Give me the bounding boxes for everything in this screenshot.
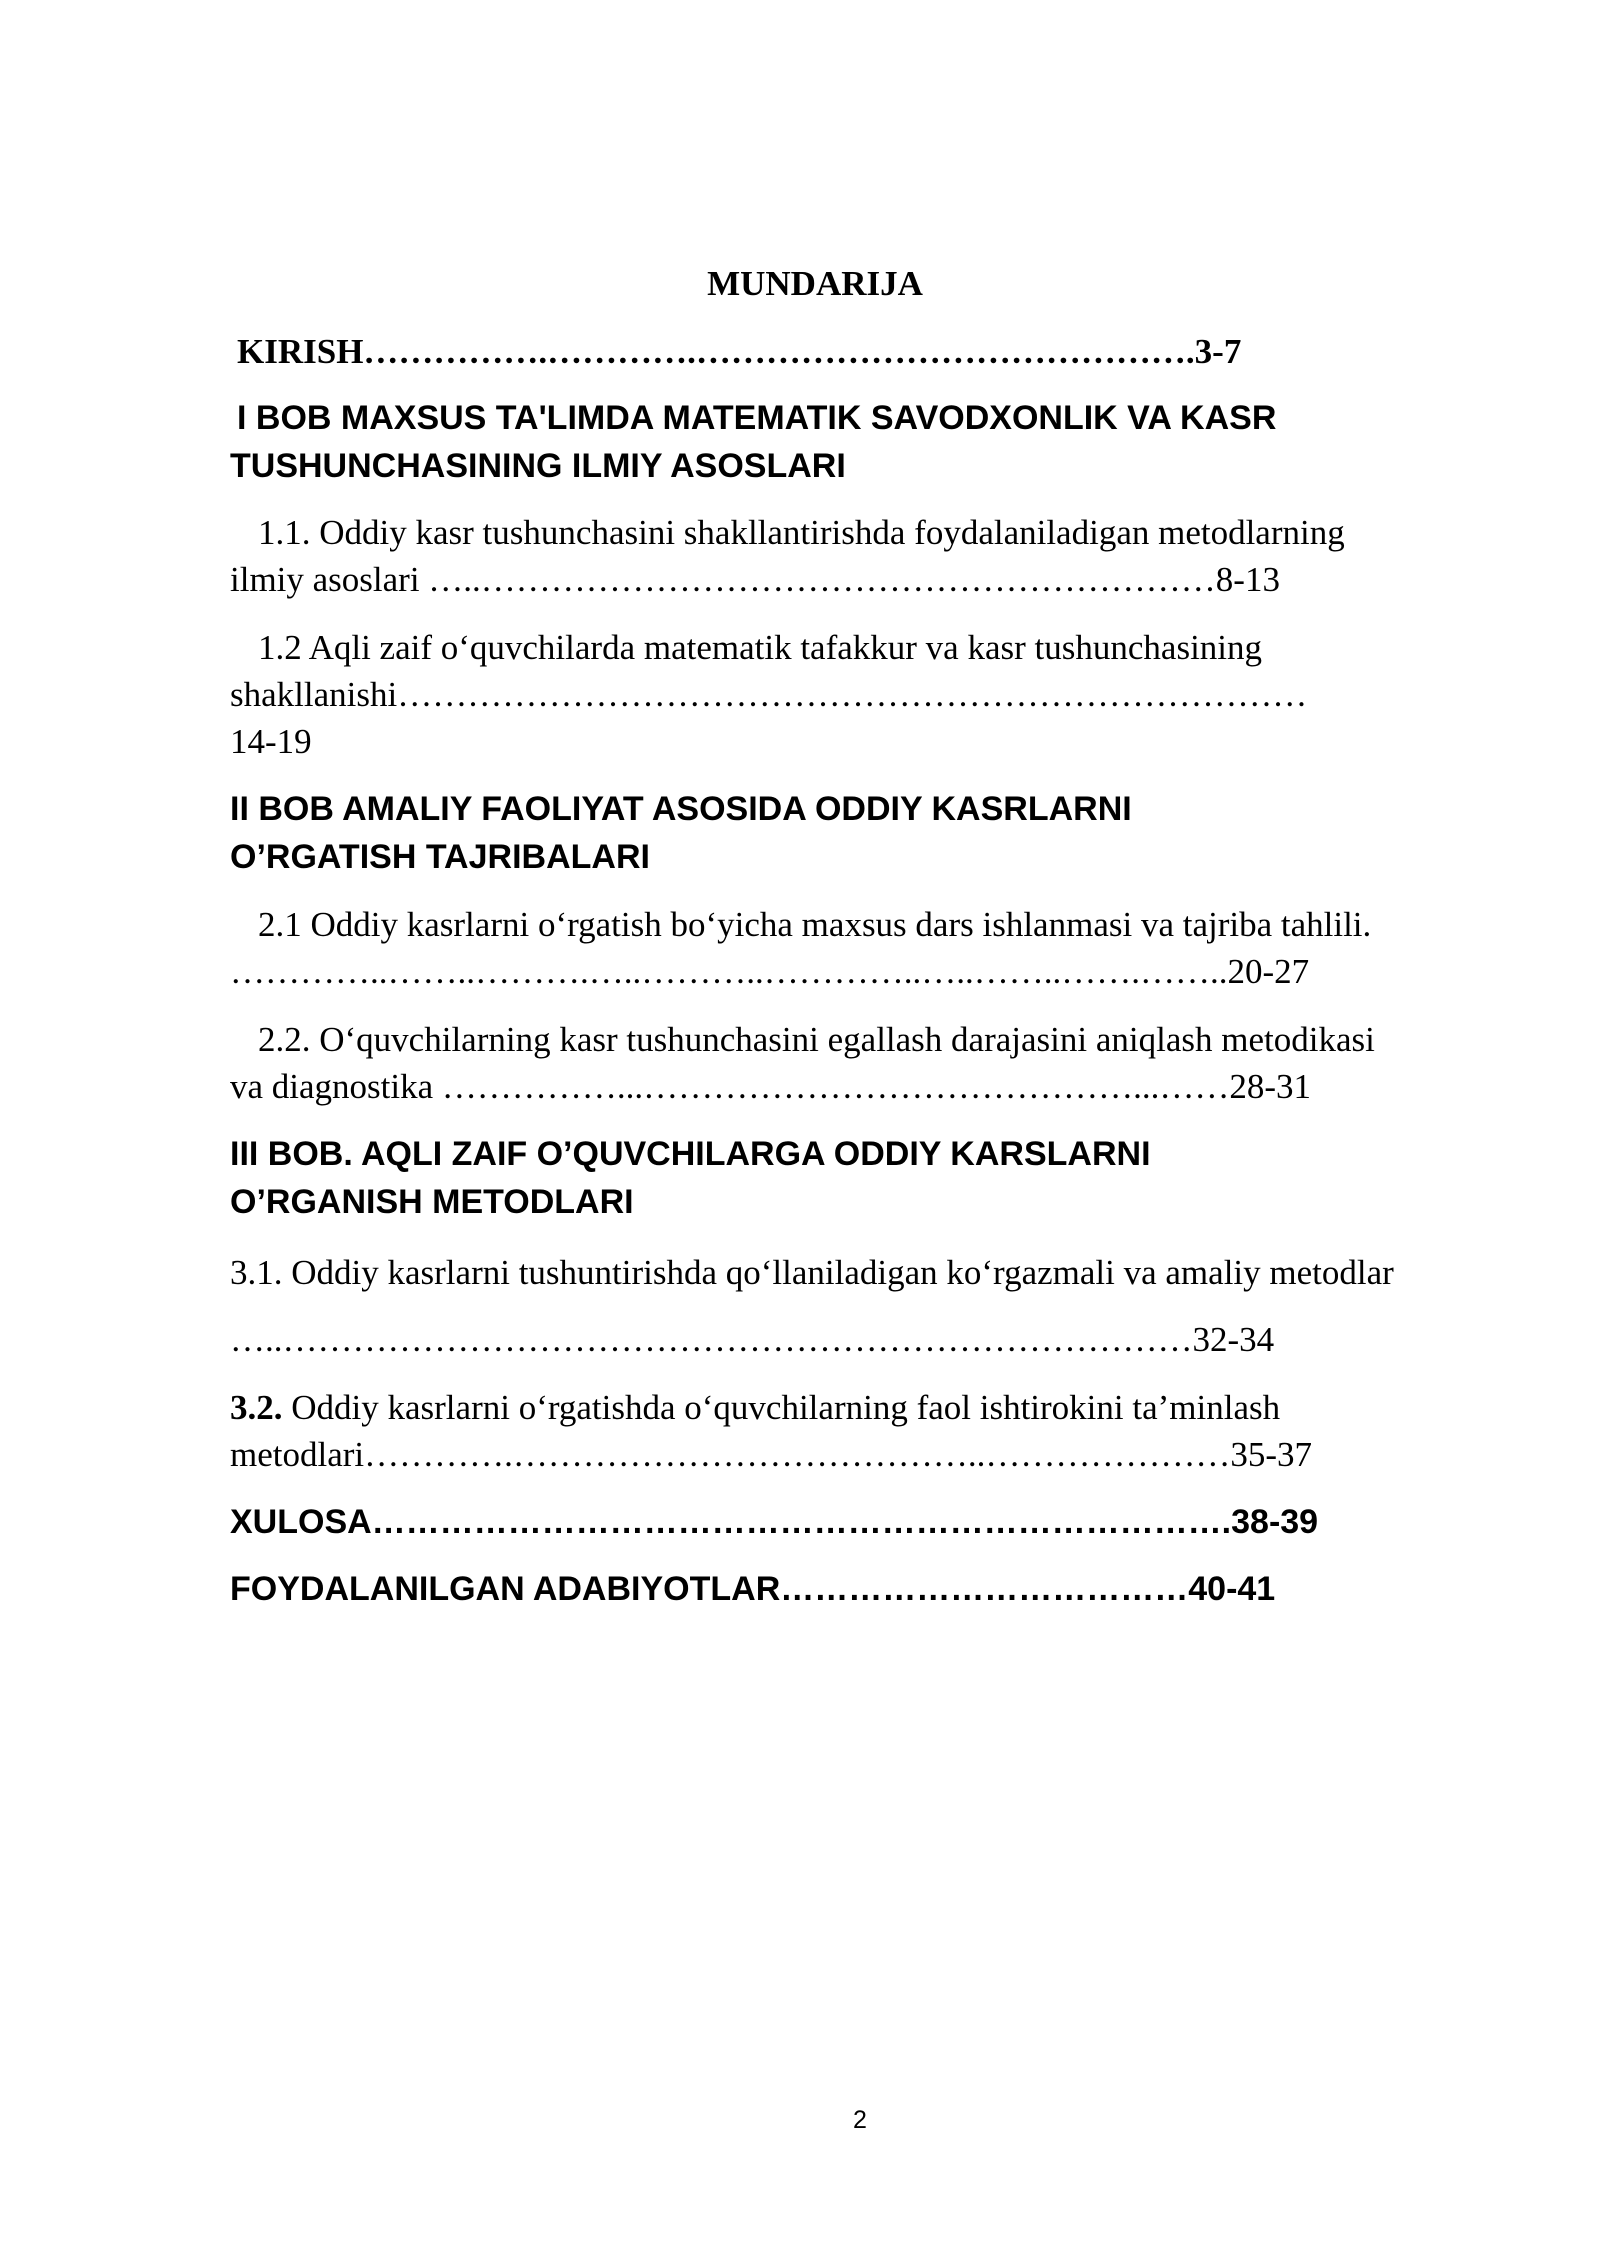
toc-entry-3-2-text: Oddiy kasrlarni o‘rgatishda o‘quvchilarning faol ishtirokini ta’minlash [282, 1388, 1281, 1427]
toc-entry-1-1-line-1: 1.1. Oddiy kasr tushunchasini shakllantirishda foydalaniladigan metodlarning [258, 513, 1345, 552]
toc-entry-kirish: KIRISH…………….………….…………………………………….3-7 [237, 332, 1242, 371]
toc-entry-adabiyotlar: FOYDALANILGAN ADABIYOTLAR………………………………40-41 [230, 1570, 1276, 1608]
toc-entry-1-2-line-1: 1.2 Aqli zaif o‘quvchilarda matematik tafakkur va kasr tushunchasining [258, 628, 1263, 667]
toc-entry-3-1-line-1: 3.1. Oddiy kasrlarni tushuntirishda qo‘llaniladigan ko‘rgazmali va amaliy metodlar [230, 1253, 1394, 1292]
toc-entry-xulosa: XULOSA………………………………………………………………….38-39 [230, 1503, 1319, 1541]
toc-entry-3-2-line-1 [230, 1384, 1280, 1431]
toc-entry-2-1-line-2: …………..……..……….…..………..…………..…..……..…….……..20-27 [230, 952, 1310, 991]
toc-entry-2-1-line-1: 2.1 Oddiy kasrlarni o‘rgatish bo‘yicha maxsus dars ishlanmasi va tajriba tahlili. [258, 905, 1372, 944]
toc-entry-3-2-number: 3.2. [230, 1388, 283, 1427]
toc-title: MUNDARIJA [707, 264, 923, 303]
toc-entry-3-2-line-2: metodlari………….…………………………………..…………………35-37 [230, 1435, 1313, 1474]
chapter-1-title-line-1: I BOB MAXSUS TA'LIMDA MATEMATIK SAVODXONLIK VA KASR [237, 399, 1277, 437]
chapter-3-title-line-2: O’RGANISH METODLARI [230, 1183, 634, 1221]
toc-entry-3-1-line-2: …..……………………………………………………………………32-34 [230, 1320, 1275, 1359]
chapter-1-title-line-2: TUSHUNCHASINING ILMIY ASOSLARI [230, 447, 846, 485]
toc-entry-2-2-line-1: 2.2. O‘quvchilarning kasr tushunchasini egallash darajasini aniqlash metodikasi [258, 1020, 1375, 1059]
page-number: 2 [853, 2106, 867, 2134]
toc-entry-1-2-line-3: 14-19 [230, 722, 312, 761]
chapter-3-title-line-1: III BOB. AQLI ZAIF O’QUVCHILARGA ODDIY KARSLARNI [230, 1135, 1151, 1173]
toc-entry-1-2-line-2: shakllanishi…………………………………………………………………… [230, 675, 1308, 714]
toc-entry-2-2-line-2: va diagnostika ……………...……………………………………...……28-31 [230, 1067, 1312, 1106]
chapter-2-title-line-1: II BOB AMALIY FAOLIYAT ASOSIDA ODDIY KASRLARNI [230, 790, 1132, 828]
toc-entry-1-1-line-2: ilmiy asoslari …..………………………………………………………8-13 [230, 560, 1280, 599]
chapter-2-title-line-2: O’RGATISH TAJRIBALARI [230, 838, 650, 876]
